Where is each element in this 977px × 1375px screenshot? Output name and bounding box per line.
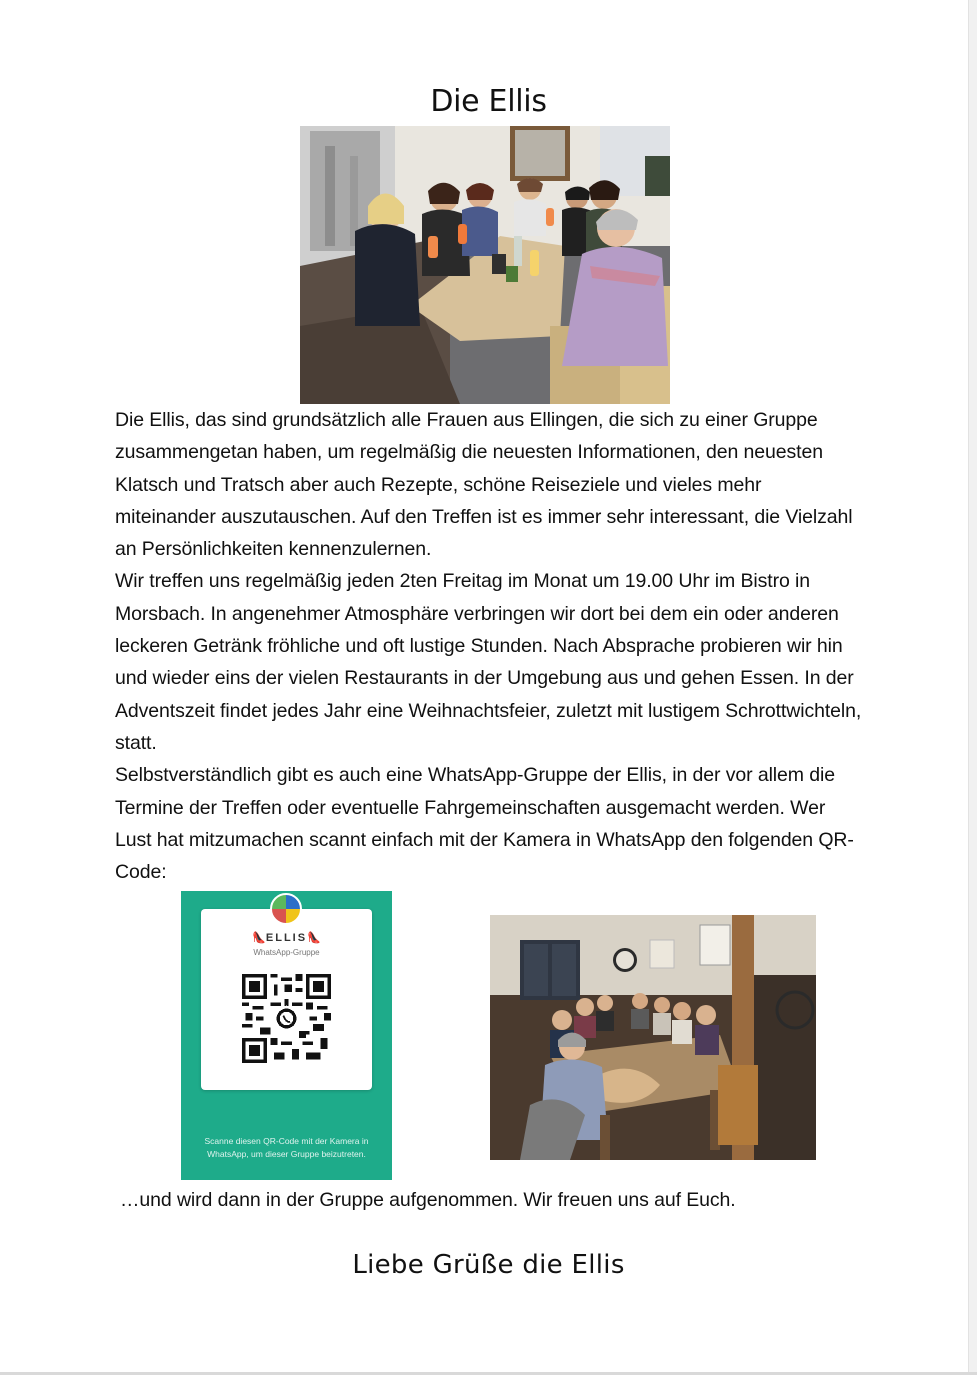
- qr-group-subtitle: WhatsApp-Gruppe: [253, 948, 320, 957]
- page-edge: [968, 0, 977, 1375]
- group-photo-restaurant: [490, 915, 816, 1160]
- page-title: Die Ellis: [430, 84, 547, 119]
- qr-group-name-text: ELLIS: [265, 932, 308, 944]
- group-avatar-icon: [270, 893, 302, 925]
- group-photo-bistro: [300, 126, 670, 404]
- high-heel-icon: 👠: [307, 932, 321, 944]
- paragraph-intro: Die Ellis, das sind grundsätzlich alle Frauen aus Ellingen, die sich zu einer Gruppe zusammengetan haben, um regelmäßig die neuesten Informationen, den neuesten Klatsch und Tratsch aber auch Rezepte, schöne Reiseziele und vieles mehr miteinander auszutauschen. Auf den Treffen ist es immer sehr interessant, die Vielzahl an Persönlichkeiten kennenzulernen.: [115, 409, 853, 561]
- qr-caption: Scanne diesen QR-Code mit der Kamera in WhatsApp, um dieser Gruppe beizutreten.: [204, 1136, 369, 1159]
- whatsapp-qr-card[interactable]: [181, 891, 392, 1180]
- closing-greeting: Liebe Grüße die Ellis: [352, 1250, 625, 1280]
- qr-code-icon[interactable]: [242, 974, 331, 1063]
- paragraph-meetings: Wir treffen uns regelmäßig jeden 2ten Freitag im Monat um 19.00 Uhr im Bistro in Morsbach. In angenehmer Atmosphäre verbringen wir dort bei dem ein oder anderen leckeren Getränk fröhliche und oft lustige Stunden. Nach Absprache probieren wir hin und wieder eins der vielen Restaurants in der Umgebung aus und gehen Essen. In der Adventszeit findet jedes Jahr eine Weihnachtsfeier, zuletzt mit lustigem Schrottwichteln, statt.: [115, 570, 862, 754]
- body-text: [115, 404, 865, 888]
- high-heel-icon: 👠: [252, 932, 266, 944]
- paragraph-whatsapp: Selbstverständlich gibt es auch eine WhatsApp-Gruppe der Ellis, in der vor allem die Termine der Treffen oder eventuelle Fahrgemeinschaften ausgemacht werden. Wer Lust hat mitzumachen scannt einfach mit der Kamera in WhatsApp den folgenden QR-Code:: [115, 764, 854, 884]
- qr-group-name: [201, 931, 372, 944]
- after-qr-text: …und wird dann in der Gruppe aufgenommen. Wir freuen uns auf Euch.: [120, 1189, 736, 1211]
